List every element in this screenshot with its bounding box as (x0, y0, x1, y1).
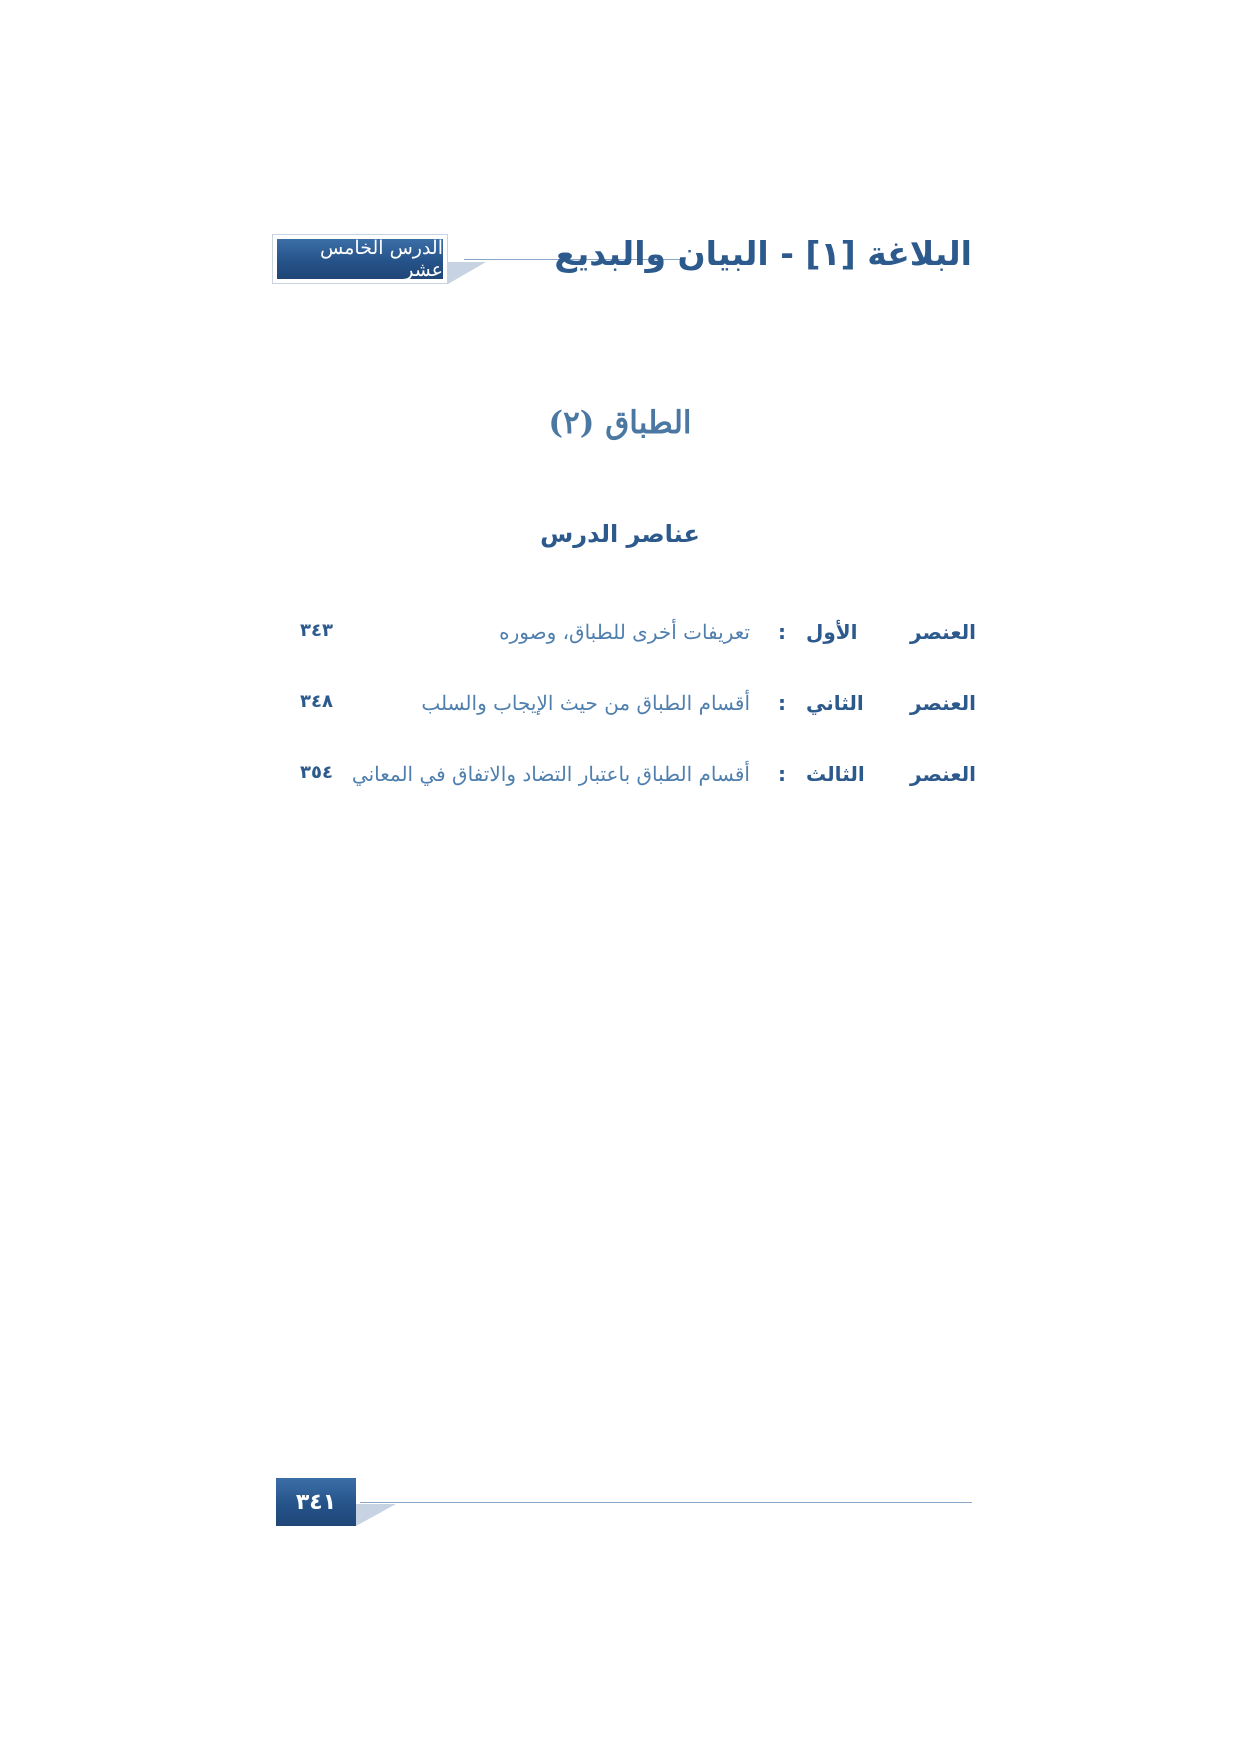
page-header (272, 228, 972, 290)
badge-wedge-decoration (448, 262, 486, 284)
table-of-contents (300, 620, 976, 833)
toc-page-number: ٣٤٣ (300, 620, 333, 641)
page-footer (276, 1478, 972, 1534)
footer-divider (360, 1502, 972, 1503)
lesson-title: الطباق (٢) (548, 405, 692, 441)
toc-colon: : (778, 620, 786, 644)
page-wedge-decoration (356, 1504, 396, 1526)
toc-colon: : (778, 762, 786, 786)
toc-row[interactable] (300, 691, 976, 762)
page-number-badge: ٣٤١ (276, 1478, 356, 1526)
toc-colon: : (778, 691, 786, 715)
toc-element-label: العنصر الثالث (806, 762, 976, 786)
toc-element-title: أقسام الطباق من حيث الإيجاب والسلب (421, 691, 750, 715)
toc-page-number: ٣٤٨ (300, 691, 333, 712)
toc-element-title: أقسام الطباق باعتبار التضاد والاتفاق في المعاني (351, 762, 750, 786)
toc-row[interactable] (300, 620, 976, 691)
elements-heading: عناصر الدرس (540, 520, 700, 548)
toc-row[interactable] (300, 762, 976, 833)
toc-page-number: ٣٥٤ (300, 762, 333, 783)
lesson-badge (272, 234, 448, 284)
toc-element-label: العنصر الثاني (806, 691, 976, 715)
toc-element-label: العنصر الأول (806, 620, 976, 644)
toc-element-title: تعريفات أخرى للطباق، وصوره (499, 620, 750, 644)
lesson-badge-label: الدرس الخامس عشر (277, 239, 443, 279)
book-title: البلاغة [١] - البيان والبديع (554, 234, 972, 273)
